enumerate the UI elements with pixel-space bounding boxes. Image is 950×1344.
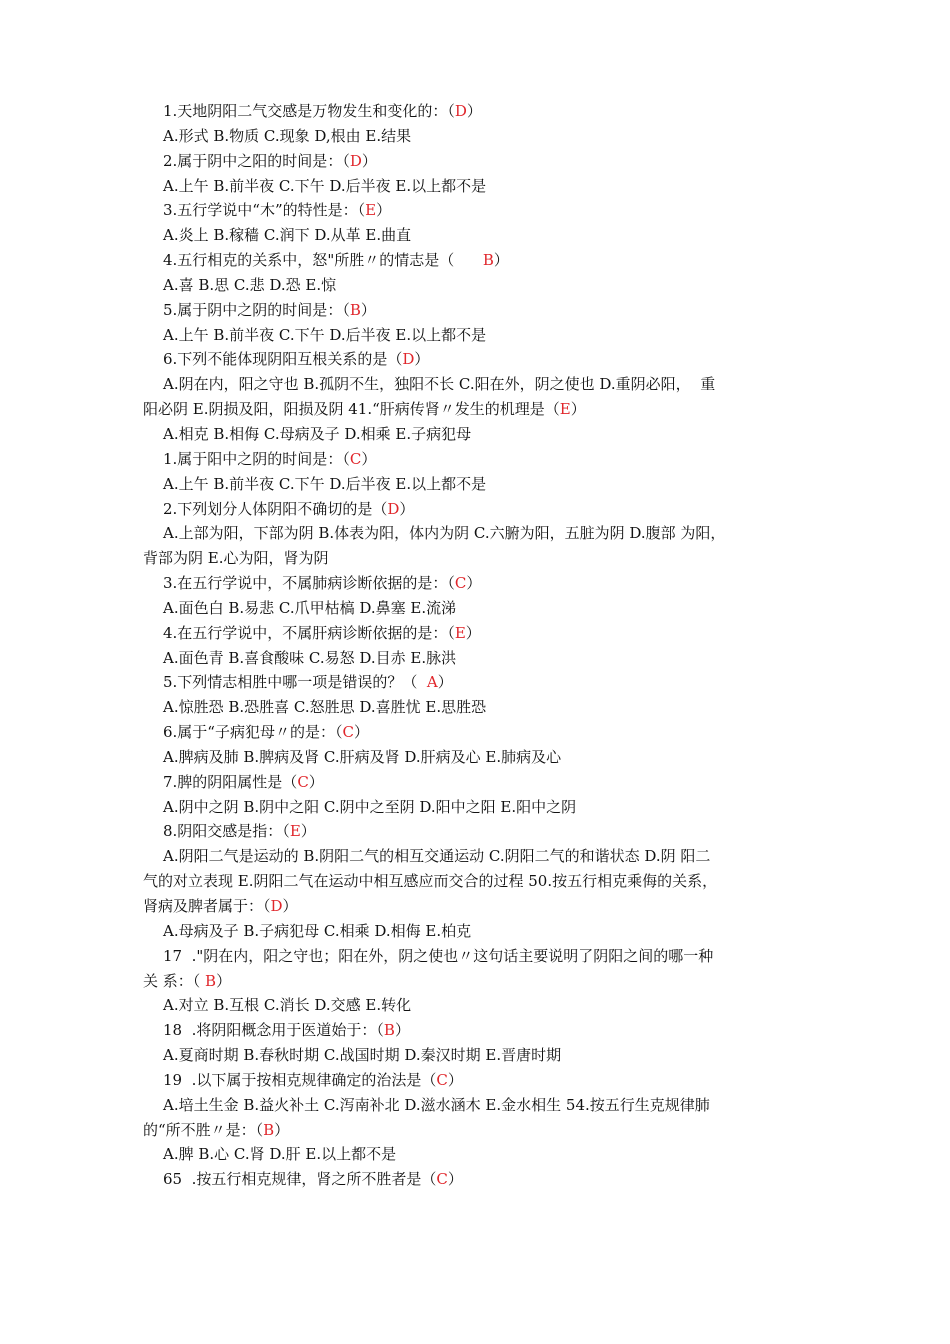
text-line — [143, 819, 818, 844]
answer-letter: C — [297, 772, 309, 791]
line-text-suffix: ） — [447, 1070, 463, 1089]
text-line — [143, 1142, 818, 1167]
text-line — [143, 1043, 818, 1068]
text-line — [143, 795, 818, 820]
text-line — [143, 273, 818, 298]
answer-letter: E — [289, 822, 301, 841]
line-text: A.对立 B.互根 C.消长 D.交感 E.转化 — [163, 996, 412, 1015]
line-text: A.阴阳二气是运动的 B.阴阳二气的相互交通运动 C.阴阳二气的和谐状态 D.阴 阳二 — [163, 847, 711, 866]
answer-letter: B — [482, 251, 494, 270]
line-text-suffix: ） — [308, 772, 324, 791]
line-text: 8.阴阳交感是指：（ — [163, 822, 290, 841]
answer-letter: E — [559, 400, 571, 419]
text-line — [143, 993, 818, 1018]
line-text-suffix: ） — [353, 723, 369, 742]
line-text-suffix: ） — [465, 623, 481, 642]
text-line — [143, 397, 818, 422]
text-line — [143, 248, 818, 273]
text-line — [143, 447, 818, 472]
text-line — [143, 621, 818, 646]
line-text-suffix: ） — [216, 971, 232, 990]
text-line — [143, 720, 818, 745]
line-text: A.脾 B.心 C.肾 D.肝 E.以上都不是 — [163, 1145, 397, 1164]
line-text: 18 .将阴阳概念用于医道始于：（ — [163, 1021, 384, 1040]
answer-letter: C — [436, 1170, 448, 1189]
document-body — [143, 99, 818, 1192]
text-line — [143, 546, 818, 571]
answer-letter: B — [383, 1021, 395, 1040]
line-text-suffix: ） — [300, 822, 316, 841]
line-text: 7.脾的阴阳属性是（ — [163, 772, 298, 791]
text-line — [143, 869, 818, 894]
text-line — [143, 323, 818, 348]
line-text: A.形式 B.物质 C.现象 D,根由 E.结果 — [163, 126, 412, 145]
text-line — [143, 919, 818, 944]
answer-letter: D — [454, 102, 467, 120]
text-line — [143, 894, 818, 919]
line-text: A.阴在内，阳之守也 B.孤阴不生，独阳不长 C.阳在外，阴之使也 D.重阴必阳， 重 — [163, 375, 716, 394]
line-text: A.上午 B.前半夜 C.下午 D.后半夜 E.以上都不是 — [163, 325, 487, 344]
line-text: A.脾病及肺 B.脾病及肾 C.肝病及肾 D.肝病及心 E.肺病及心 — [163, 747, 562, 766]
line-text: 1.天地阴阳二气交感是万物发生和变化的：（ — [163, 102, 455, 120]
answer-letter: D — [402, 350, 415, 369]
answer-letter: C — [436, 1070, 448, 1089]
line-text: 背部为阴 E.心为阳，肾为阴 — [143, 549, 329, 568]
text-line — [143, 844, 818, 869]
answer-letter: A — [426, 673, 438, 692]
text-line — [143, 596, 818, 621]
answer-letter: D — [387, 499, 400, 518]
line-text-suffix: ） — [394, 1021, 410, 1040]
answer-letter: D — [270, 897, 283, 915]
line-text: A.面色青 B.喜食酸味 C.易怒 D.目赤 E.脉洪 — [163, 648, 457, 667]
line-text: 19 .以下属于按相克规律确定的治法是（ — [163, 1070, 437, 1089]
line-text: A.面色白 B.易悲 C.爪甲枯槁 D.鼻塞 E.流涕 — [163, 598, 457, 617]
line-text-suffix: ） — [570, 400, 586, 419]
line-text: A.夏商时期 B.春秋时期 C.战国时期 D.秦汉时期 E.晋唐时期 — [163, 1046, 562, 1065]
line-text: A.上午 B.前半夜 C.下午 D.后半夜 E.以上都不是 — [163, 176, 487, 195]
text-line — [143, 149, 818, 174]
text-line — [143, 298, 818, 323]
answer-letter: E — [454, 623, 466, 642]
text-line — [143, 372, 818, 397]
line-text: A.母病及子 B.子病犯母 C.相乘 D.相侮 E.柏克 — [163, 921, 472, 940]
line-text-suffix: ） — [437, 673, 453, 692]
line-text: 的“所不胜〃是：（ — [143, 1120, 264, 1139]
line-text: 3.五行学说中“木”的特性是：（ — [163, 201, 366, 220]
text-line — [143, 174, 818, 199]
line-text: A.惊胜恐 B.恐胜喜 C.怒胜思 D.喜胜忧 E.思胜恐 — [163, 698, 487, 717]
line-text: 2.下列划分人体阴阳不确切的是（ — [163, 499, 388, 518]
line-text: A.上部为阳，下部为阴 B.体表为阳，体内为阴 C.六腑为阳，五脏为阴 D.腹部 为阳， — [163, 524, 726, 543]
line-text: 5.下列情志相胜中哪一项是错误的？（ — [163, 673, 427, 692]
line-text: 5.属于阴中之阴的时间是：（ — [163, 300, 350, 319]
text-line — [143, 745, 818, 770]
text-line — [143, 521, 818, 546]
line-text-suffix: ） — [361, 449, 377, 468]
line-text: A.培土生金 B.益火补土 C.泻南补北 D.滋水涵木 E.金水相生 54.按五行生克规律肺 — [163, 1095, 710, 1114]
line-text-suffix: ） — [399, 499, 415, 518]
line-text-suffix: ） — [466, 574, 482, 593]
line-text-suffix: ） — [274, 1120, 290, 1139]
line-text: 2.属于阴中之阳的时间是：（ — [163, 151, 350, 170]
line-text: 4.在五行学说中，不属肝病诊断依据的是：（ — [163, 623, 455, 642]
line-text: A.相克 B.相侮 C.母病及子 D.相乘 E.子病犯母 — [163, 424, 472, 443]
answer-letter: B — [349, 300, 361, 319]
line-text-suffix: ） — [360, 300, 376, 319]
answer-letter: C — [454, 574, 467, 593]
text-line — [143, 99, 818, 124]
text-line — [143, 347, 818, 372]
line-text: 6.下列不能体现阴阳互根关系的是（ — [163, 350, 403, 369]
answer-letter: C — [342, 723, 354, 742]
line-text-suffix: ） — [414, 350, 430, 369]
line-text: 4.五行相克的关系中，怒"所胜〃的情志是（ — [163, 251, 483, 270]
text-line — [143, 969, 818, 994]
line-text-suffix: ） — [447, 1170, 463, 1189]
text-line — [143, 1118, 818, 1143]
text-line — [143, 770, 818, 795]
text-line — [143, 1167, 818, 1192]
line-text: 阳必阴 E.阴损及阳，阳损及阴 41.“肝病传肾〃发生的机理是（ — [143, 400, 560, 419]
line-text: 肾病及脾者属于：（ — [143, 897, 271, 915]
line-text: 3.在五行学说中，不属肺病诊断依据的是：（ — [163, 574, 455, 593]
line-text: 1.属于阳中之阴的时间是：（ — [163, 449, 350, 468]
text-line — [143, 223, 818, 248]
text-line — [143, 497, 818, 522]
line-text: 气的对立表现 E.阴阳二气在运动中相互感应而交合的过程 50.按五行相克乘侮的关系， — [143, 872, 718, 891]
line-text: 6.属于“子病犯母〃的是：（ — [163, 723, 343, 742]
answer-letter: C — [349, 449, 362, 468]
line-text: 65 .按五行相克规律，肾之所不胜者是（ — [163, 1170, 437, 1189]
text-line — [143, 1093, 818, 1118]
text-line — [143, 422, 818, 447]
text-line — [143, 124, 818, 149]
answer-letter: E — [365, 201, 377, 220]
text-line — [143, 198, 818, 223]
line-text-suffix: ） — [282, 897, 298, 915]
line-text: 17 ."阴在内，阳之守也；阳在外，阴之使也〃这句话主要说明了阴阳之间的哪一种 — [163, 946, 714, 965]
answer-letter: B — [205, 971, 217, 990]
text-line — [143, 695, 818, 720]
line-text: A.阴中之阴 B.阴中之阳 C.阴中之至阴 D.阳中之阳 E.阳中之阴 — [163, 797, 577, 816]
text-line — [143, 571, 818, 596]
answer-letter: B — [263, 1120, 275, 1139]
line-text-suffix: ） — [376, 201, 392, 220]
text-line — [143, 472, 818, 497]
line-text-suffix: ） — [466, 102, 482, 120]
line-text: A.喜 B.思 C.悲 D.恐 E.惊 — [163, 275, 337, 294]
line-text-suffix: ） — [361, 151, 377, 170]
line-text: A.炎上 B.稼穑 C.润下 D.从革 E.曲直 — [163, 226, 412, 245]
line-text: 关 系：（ — [143, 971, 206, 990]
text-line — [143, 1018, 818, 1043]
text-line — [143, 944, 818, 969]
line-text: A.上午 B.前半夜 C.下午 D.后半夜 E.以上都不是 — [163, 474, 487, 493]
text-line — [143, 1068, 818, 1093]
text-line — [143, 670, 818, 695]
text-line — [143, 646, 818, 671]
line-text-suffix: ） — [493, 251, 509, 270]
answer-letter: D — [349, 151, 362, 170]
